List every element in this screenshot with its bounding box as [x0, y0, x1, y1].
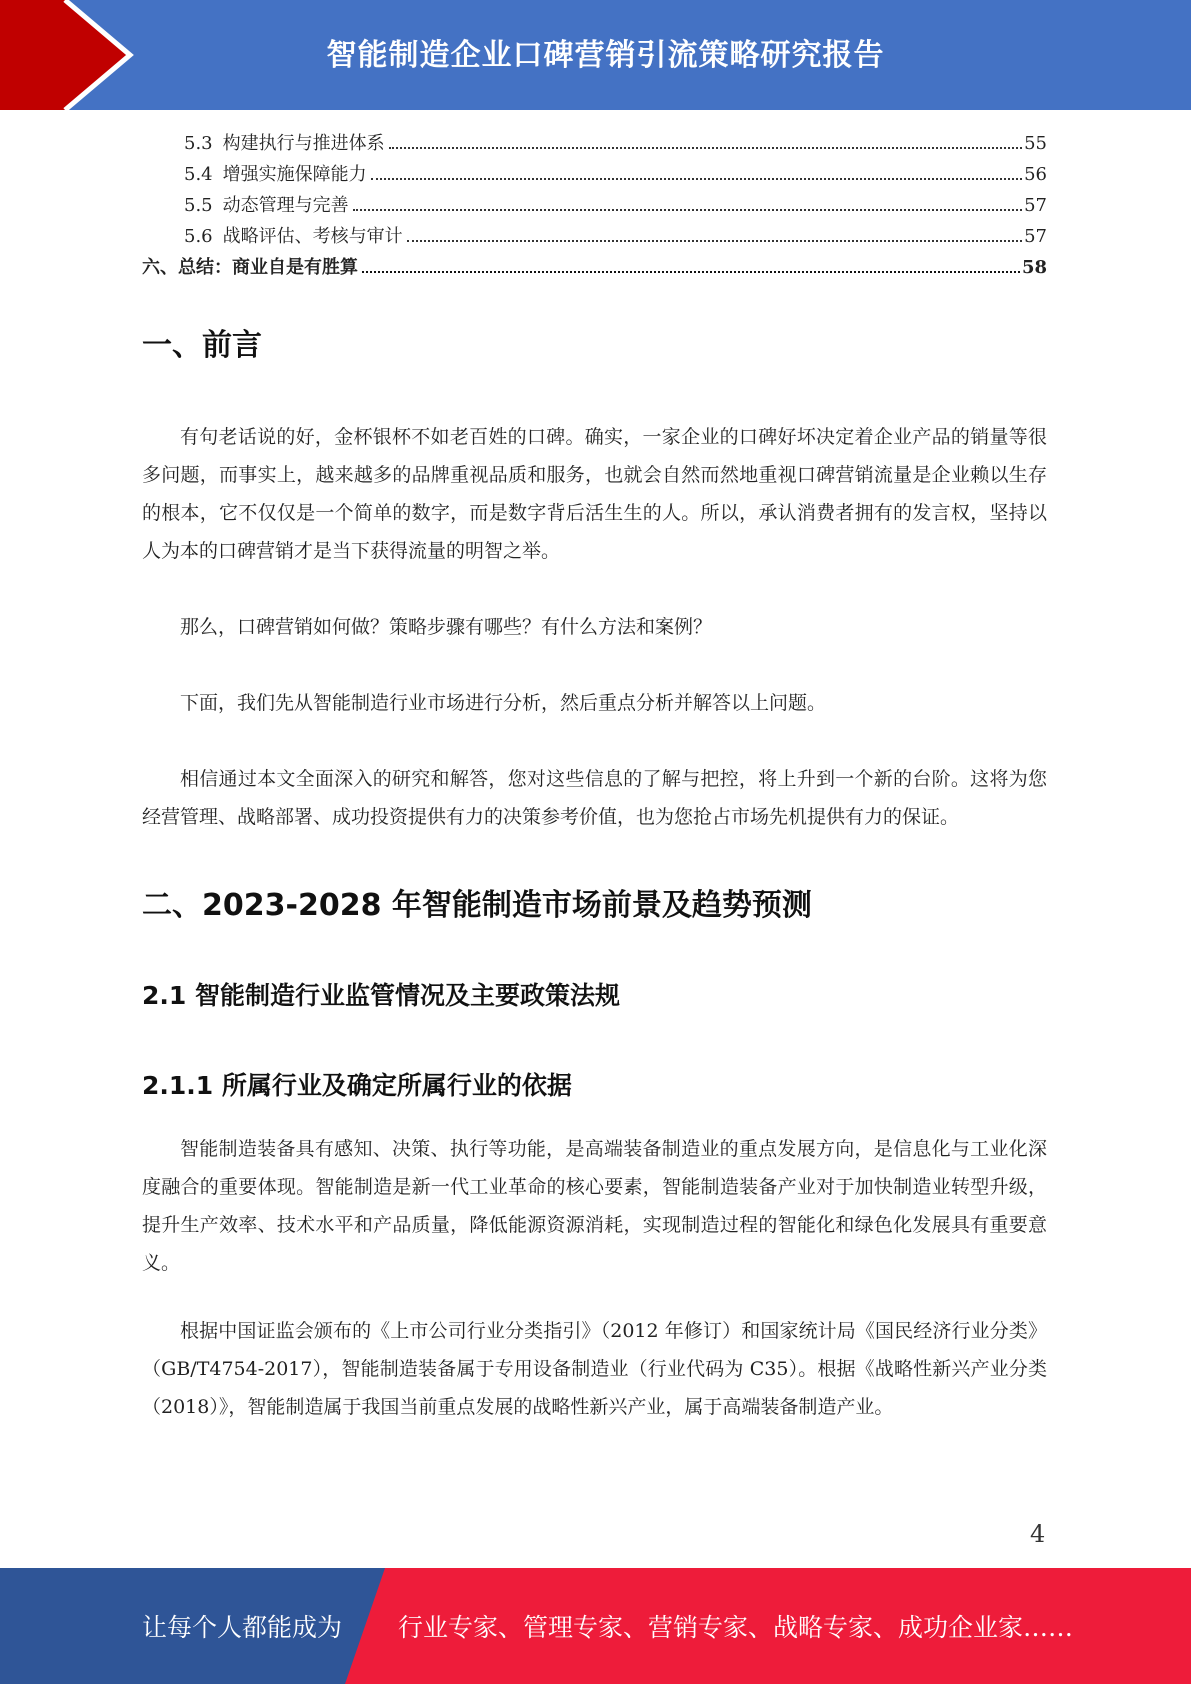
preface-paragraph: 相信通过本文全面深入的研究和解答，您对这些信息的了解与把控，将上升到一个新的台阶。这将为您经营管理、战略部署、成功投资提供有力的决策参考价值，也为您抢占市场先机提供有力的保证。 — [142, 768, 1047, 828]
toc-entry-number: 5.4 — [184, 164, 213, 185]
table-of-contents — [142, 129, 1047, 284]
page-number: 4 — [1030, 1520, 1046, 1548]
toc-entry-label: 战略评估、考核与审计 — [222, 226, 403, 247]
toc-entry-page: 57 — [1024, 195, 1047, 216]
toc-entry-page: 55 — [1024, 133, 1047, 154]
page-footer — [0, 1568, 1191, 1684]
toc-entry-page: 57 — [1024, 226, 1047, 247]
toc-dot-leader — [362, 271, 1020, 273]
industry-paragraph: 根据中国证监会颁布的《上市公司行业分类指引》（2012 年修订）和国家统计局《国民经济行业分类》（GB/T4754-2017），智能制造装备属于专用设备制造业（行业代码为 C35）。根据《战略性新兴产业分类（2018）》，智能制造属于我国当前重点发展的战略性新兴产业，属于高端装备制造产业。 — [142, 1320, 1047, 1418]
page-header — [0, 0, 1191, 110]
toc-entry-label: 六、总结：商业自是有胜算 — [142, 257, 358, 278]
report-title: 智能制造企业口碑营销引流策略研究报告 — [326, 38, 885, 73]
toc-entry[interactable] — [142, 191, 1047, 222]
toc-dot-leader — [389, 147, 1022, 149]
footer-slogan-left: 让每个人都能成为 — [142, 1613, 343, 1642]
toc-entry-page: 56 — [1024, 164, 1047, 185]
toc-entry-label: 构建执行与推进体系 — [222, 133, 385, 154]
toc-entry-label: 增强实施保障能力 — [222, 164, 367, 185]
toc-dot-leader — [353, 209, 1022, 211]
toc-entry[interactable] — [142, 129, 1047, 160]
section-heading-market-outlook: 二、2023-2028 年智能制造市场前景及趋势预测 — [142, 888, 812, 923]
toc-entry-number: 5.5 — [184, 195, 213, 216]
toc-entry-label: 动态管理与完善 — [222, 195, 349, 216]
section-heading-preface: 一、前言 — [142, 328, 262, 363]
preface-paragraph: 有句老话说的好，金杯银杯不如老百姓的口碑。确实，一家企业的口碑好坏决定着企业产品的销量等很多问题，而事实上，越来越多的品牌重视品质和服务，也就会自然而然地重视口碑营销流量是企业赖以生存的根本，它不仅仅是一个简单的数字，而是数字背后活生生的人。所以，承认消费者拥有的发言权，坚持以人为本的口碑营销才是当下获得流量的明智之举。 — [142, 426, 1047, 562]
toc-dot-leader — [371, 178, 1022, 180]
subsection-heading-industry-basis: 2.1.1 所属行业及确定所属行业的依据 — [142, 1071, 572, 1100]
toc-entry-number: 5.6 — [184, 226, 213, 247]
document-body — [142, 326, 1047, 1426]
footer-slogan-right: 行业专家、管理专家、营销专家、战略专家、成功企业家…… — [398, 1613, 1074, 1642]
industry-paragraph: 智能制造装备具有感知、决策、执行等功能，是高端装备制造业的重点发展方向，是信息化与工业化深度融合的重要体现。智能制造是新一代工业革命的核心要素，智能制造装备产业对于加快制造业转型升级，提升生产效率、技术水平和产品质量，降低能源资源消耗，实现制造过程的智能化和绿色化发展具有重要意义。 — [142, 1138, 1047, 1274]
subsection-heading-regulation: 2.1 智能制造行业监管情况及主要政策法规 — [142, 981, 620, 1010]
toc-dot-leader — [407, 240, 1022, 242]
toc-entry-number: 5.3 — [184, 133, 213, 154]
preface-paragraph: 下面，我们先从智能制造行业市场进行分析，然后重点分析并解答以上问题。 — [180, 692, 827, 714]
toc-entry-page: 58 — [1021, 257, 1047, 278]
preface-paragraph: 那么，口碑营销如何做？策略步骤有哪些？有什么方法和案例？ — [180, 616, 713, 638]
toc-entry-chapter[interactable] — [142, 253, 1047, 284]
toc-entry[interactable] — [142, 160, 1047, 191]
toc-entry[interactable] — [142, 222, 1047, 253]
